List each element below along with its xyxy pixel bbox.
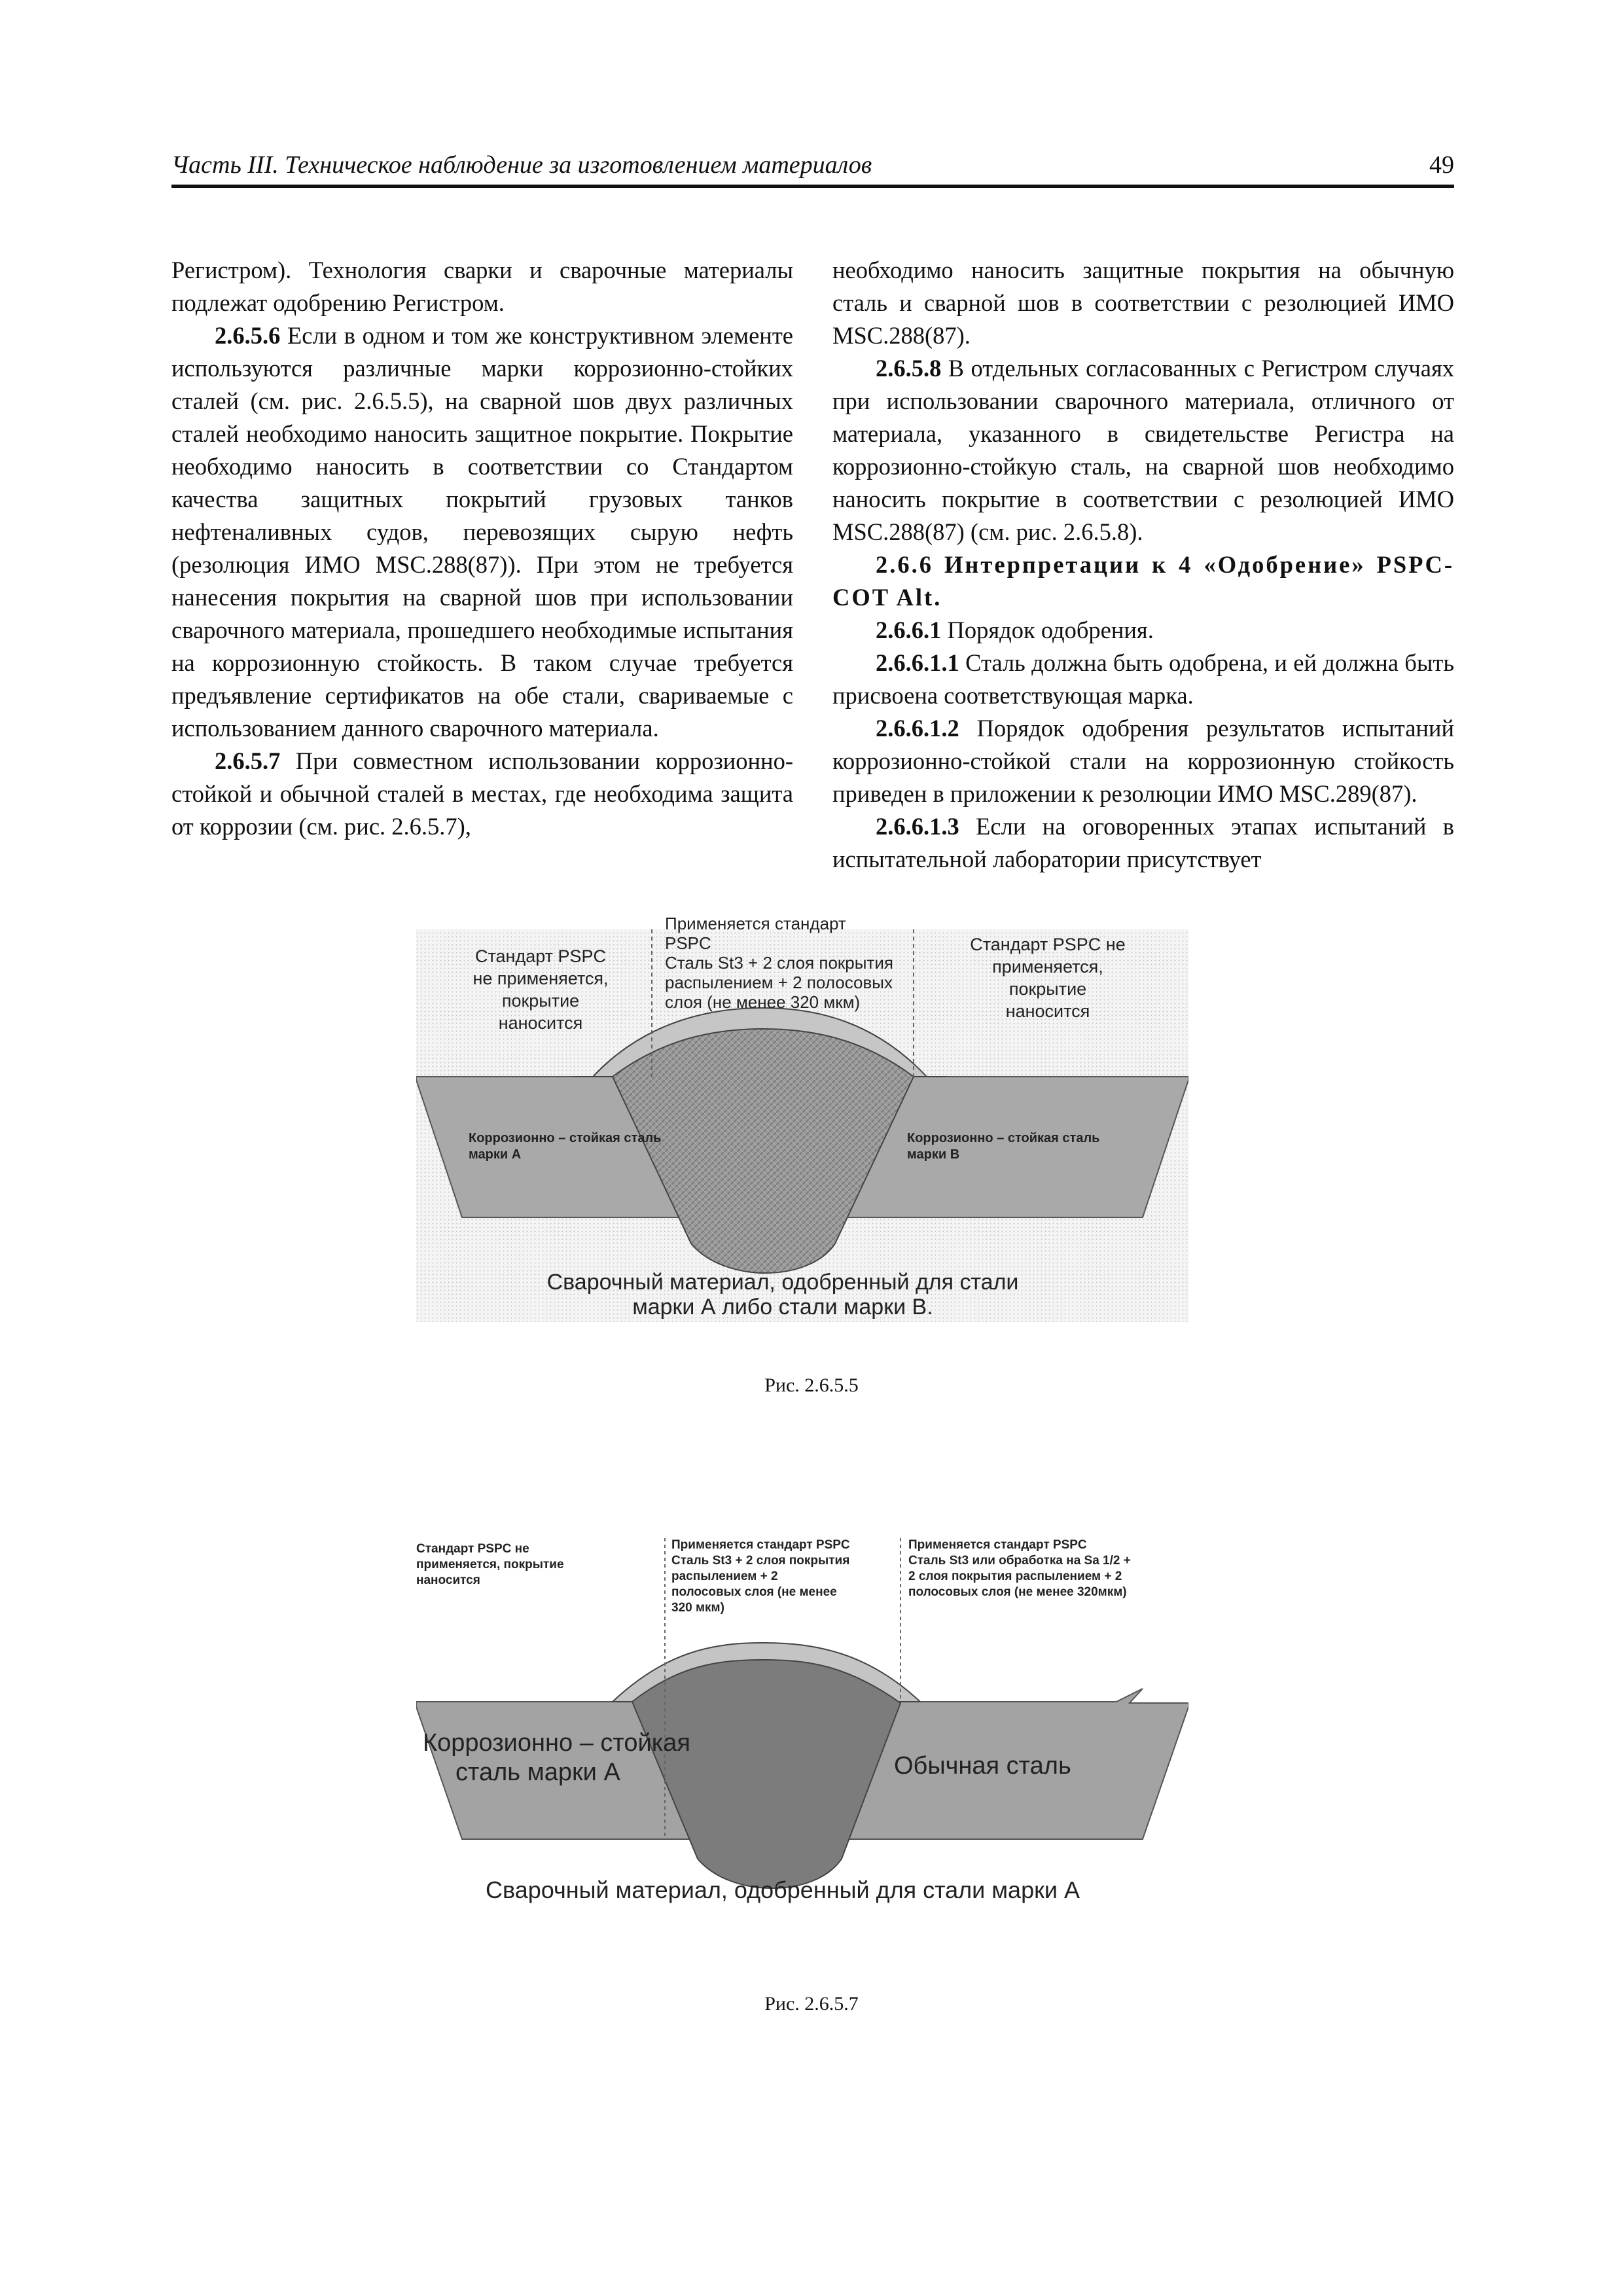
label-left-1: Стандарт PSPC не xyxy=(416,1542,529,1556)
label-right-1: Стандарт PSPC не xyxy=(970,935,1126,954)
label-center-3: распылением + 2 xyxy=(671,1570,778,1583)
paragraph-2-6-6-1: 2.6.6.1 Порядок одобрения. xyxy=(876,617,1154,643)
steel-right-label: Обычная сталь xyxy=(894,1752,1071,1780)
steel-left-label-1: Коррозионно – стойкая сталь xyxy=(469,1131,662,1145)
label-center-2: PSPC xyxy=(665,933,711,953)
header-title: Часть III. Техническое наблюдение за изготовлением материалов xyxy=(171,151,872,179)
figure-2-6-5-5 xyxy=(416,916,1188,1335)
paragraph-2-6-6-1-2: 2.6.6.1.2 Порядок одобрения результатов испытаний коррозионно-стойкой стали на коррозионную стойкость приведен в приложении к резолюции ИМО MSC.289(87). xyxy=(832,715,1454,807)
paragraph: Регистром). Технология сварки и сварочные материалы подлежат одобрению Регистром. xyxy=(171,257,793,316)
paragraph-2-6-5-8: 2.6.5.8 В отдельных согласованных с Регистром случаях при использовании сварочного материала, отличного от материала, указанного в свидетельстве Регистра на коррозионно-стойкую сталь, на сварной шов необходимо наносить покрытие в соответствии с резолюцией ИМО MSC.288(87) (см. рис. 2.6.5.8). xyxy=(832,355,1454,545)
label-left-3: покрытие xyxy=(501,991,580,1011)
steel-left-label-2: марки А xyxy=(469,1147,522,1162)
label-right-2: Сталь St3 или обработка на Sa 1/2 + xyxy=(908,1554,1131,1568)
paragraph-2-6-5-7: 2.6.5.7 При совместном использовании коррозионно-стойкой и обычной сталей в местах, где необходима защита от коррозии (см. рис. 2.6.5.7), xyxy=(171,747,793,840)
paragraph-2-6-5-6: 2.6.5.6 Если в одном и том же конструктивном элементе используются различные марки коррозионно-стойких сталей (см. рис. 2.6.5.5), на сварной шов двух различных сталей необходимо наносить защитное покрытие. Покрытие необходимо наносить в соответствии со Стандартом качества защитных покрытий грузовых танков нефтеналивных судов, перевозящих сырую нефть (резолюция ИМО MSC.288(87)). При этом не требуется нанесения покрытия на сварной шов при использовании сварочного материала, прошедшего необходимые испытания на коррозионную стойкость. В таком случае требуется предъявление сертификатов на обе стали, свариваемые с использованием данного сварочного материала. xyxy=(171,322,793,742)
label-left-2: не применяется, xyxy=(473,969,609,988)
label-center-5: слоя (не менее 320 мкм) xyxy=(665,992,861,1012)
steel-right-label-2: марки В xyxy=(907,1147,960,1162)
figure-caption-2: Рис. 2.6.5.7 xyxy=(764,1993,859,2015)
weld-label: Сварочный материал, одобренный для стали марки А xyxy=(486,1876,1080,1903)
steel-left-label-1: Коррозионно – стойкая xyxy=(423,1729,690,1757)
label-right-3: покрытие xyxy=(1008,979,1087,999)
label-left-4: наносится xyxy=(498,1013,583,1033)
label-center-3: Сталь St3 + 2 слоя покрытия xyxy=(665,953,893,973)
weld-bead xyxy=(632,1660,901,1888)
label-center-4: полосовых слоя (не менее xyxy=(671,1585,837,1599)
page-number: 49 xyxy=(1429,151,1454,179)
label-right-1: Применяется стандарт PSPC xyxy=(908,1538,1087,1552)
figure-caption-1: Рис. 2.6.5.5 xyxy=(764,1374,859,1396)
paragraph-2-6-6-1-3: 2.6.6.1.3 Если на оговоренных этапах испытаний в испытательной лаборатории присутствует xyxy=(832,813,1454,872)
right-column xyxy=(832,254,1454,876)
weld-diagram-1 xyxy=(416,916,1188,1335)
label-center-4: распылением + 2 полосовых xyxy=(665,973,893,992)
paragraph-2-6-6-1-1: 2.6.6.1.1 Сталь должна быть одобрена, и ей должна быть присвоена соответствующая марка. xyxy=(832,649,1454,709)
label-left-1: Стандарт PSPC xyxy=(474,946,607,966)
label-left-3: наносится xyxy=(416,1573,480,1587)
running-header xyxy=(171,145,1454,188)
weld-label-2: марки А либо стали марки В. xyxy=(632,1295,933,1319)
left-column xyxy=(171,254,793,843)
label-left-2: применяется, покрытие xyxy=(416,1558,564,1571)
label-center-5: 320 мкм) xyxy=(671,1601,724,1615)
figure-2-6-5-7 xyxy=(416,1532,1188,1924)
weld-diagram-2 xyxy=(416,1532,1188,1924)
label-right-4: полосовых слоя (не менее 320мкм) xyxy=(908,1585,1127,1599)
steel-right-label-1: Коррозионно – стойкая сталь xyxy=(907,1131,1100,1145)
label-right-2: применяется, xyxy=(992,957,1103,977)
steel-left-label-2: сталь марки А xyxy=(455,1759,620,1786)
label-center-2: Сталь St3 + 2 слоя покрытия xyxy=(671,1554,850,1568)
paragraph: необходимо наносить защитные покрытия на обычную сталь и сварной шов в соответствии с резолюцией ИМО MSC.288(87). xyxy=(832,257,1454,349)
label-right-3: 2 слоя покрытия распылением + 2 xyxy=(908,1570,1122,1583)
label-right-4: наносится xyxy=(1005,1001,1090,1021)
weld-label-1: Сварочный материал, одобренный для стали xyxy=(546,1270,1019,1295)
section-heading: 2.6.6 Интерпретации к 4 «Одобрение» PSPC-COT Alt. xyxy=(832,551,1454,611)
label-center-1: Применяется стандарт PSPC xyxy=(671,1538,850,1552)
label-center-1: Применяется стандарт xyxy=(665,916,846,933)
